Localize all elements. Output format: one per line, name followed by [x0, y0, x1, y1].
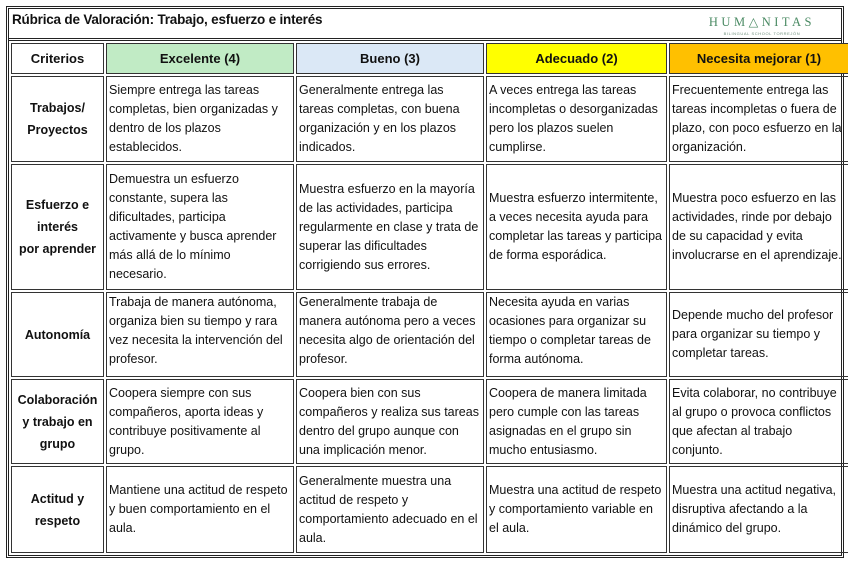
descriptor-cell: Generalmente muestra una actitud de respeto y comportamiento adecuado en el aula.	[296, 466, 484, 553]
descriptor-cell: Muestra esfuerzo en la mayoría de las actividades, participa regularmente en clase y trata de superar las dificultades corrigiendo sus errores.	[296, 164, 484, 290]
descriptor-cell: Evita colaborar, no contribuye al grupo o provoca conflictos que afectan al trabajo conjunto.	[669, 379, 848, 464]
table-row	[11, 76, 848, 162]
rubric-table	[9, 41, 848, 555]
descriptor-cell: Mantiene una actitud de respeto y buen comportamiento en el aula.	[106, 466, 294, 553]
descriptor-cell: Muestra una actitud negativa, disruptiva afectando a la dinámico del grupo.	[669, 466, 848, 553]
logo-name: HUM△NITAS	[708, 15, 815, 29]
criterion-cell: Actitud y respeto	[11, 466, 104, 553]
header-excelente: Excelente (4)	[106, 43, 294, 74]
header-bueno: Bueno (3)	[296, 43, 484, 74]
table-row	[11, 292, 848, 377]
header-necesita-mejorar: Necesita mejorar (1)	[669, 43, 848, 74]
table-row	[11, 379, 848, 464]
descriptor-cell: Coopera de manera limitada pero cumple con las tareas asignadas en el grupo sin mucho entusiasmo.	[486, 379, 667, 464]
descriptor-cell: Generalmente trabaja de manera autónoma pero a veces necesita algo de orientación del profesor.	[296, 292, 484, 377]
descriptor-cell: Trabaja de manera autónoma, organiza bien su tiempo y rara vez necesita la intervención del profesor.	[106, 292, 294, 377]
criterion-cell: Trabajos/ Proyectos	[11, 76, 104, 162]
descriptor-cell: A veces entrega las tareas incompletas o desorganizadas pero los plazos suelen cumplirse.	[486, 76, 667, 162]
table-row	[11, 164, 848, 290]
rubric-document	[6, 6, 844, 558]
header-row	[11, 43, 848, 74]
descriptor-cell: Necesita ayuda en varias ocasiones para organizar su tiempo o completar tareas de forma autónoma.	[486, 292, 667, 377]
descriptor-cell: Generalmente entrega las tareas completas, con buena organización y en los plazos indicados.	[296, 76, 484, 162]
table-row	[11, 466, 848, 553]
descriptor-cell: Frecuentemente entrega las tareas incompletas o fuera de plazo, con poco esfuerzo en la organización.	[669, 76, 848, 162]
descriptor-cell: Depende mucho del profesor para organizar su tiempo y completar tareas.	[669, 292, 848, 377]
descriptor-cell: Coopera bien con sus compañeros y realiza sus tareas dentro del grupo aunque con una implicación menor.	[296, 379, 484, 464]
descriptor-cell: Siempre entrega las tareas completas, bien organizadas y dentro de los plazos establecidos.	[106, 76, 294, 162]
header-criterios: Criterios	[11, 43, 104, 74]
descriptor-cell: Muestra una actitud de respeto y comportamiento variable en el aula.	[486, 466, 667, 553]
criterion-cell: Esfuerzo e interés por aprender	[11, 164, 104, 290]
logo-subtitle: BILINGUAL SCHOOL TORREJÓN	[723, 31, 801, 36]
school-logo	[709, 14, 815, 36]
criterion-cell: Autonomía	[11, 292, 104, 377]
descriptor-cell: Demuestra un esfuerzo constante, supera las dificultades, participa activamente y busca aprender más allá de lo mínimo necesario.	[106, 164, 294, 290]
document-title: Rúbrica de Valoración: Trabajo, esfuerzo e interés	[12, 12, 323, 27]
title-row	[9, 9, 841, 41]
descriptor-cell: Coopera siempre con sus compañeros, aporta ideas y contribuye positivamente al grupo.	[106, 379, 294, 464]
criterion-cell: Colaboración y trabajo en grupo	[11, 379, 104, 464]
descriptor-cell: Muestra esfuerzo intermitente, a veces necesita ayuda para completar las tareas y participa de forma esporádica.	[486, 164, 667, 290]
header-adecuado: Adecuado (2)	[486, 43, 667, 74]
descriptor-cell: Muestra poco esfuerzo en las actividades, rinde por debajo de su capacidad y evita involucrarse en el aprendizaje.	[669, 164, 848, 290]
